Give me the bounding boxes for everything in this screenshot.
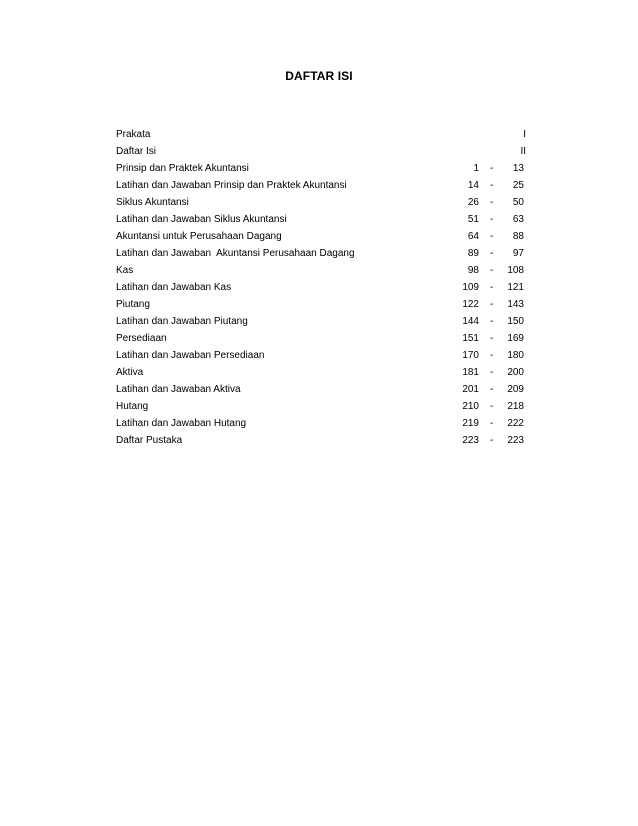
toc-entry-end-page: 97 bbox=[512, 248, 524, 259]
toc-row bbox=[116, 432, 526, 449]
toc-entry-start-page: 64 bbox=[467, 231, 479, 242]
toc-entry-title: Hutang bbox=[116, 401, 149, 412]
toc-entry-range-separator: - bbox=[490, 163, 494, 174]
toc-entry-start-page: 201 bbox=[462, 384, 479, 395]
toc-entry-range-separator: - bbox=[490, 418, 494, 429]
toc-entry-range-separator: - bbox=[490, 265, 494, 276]
toc-row bbox=[116, 330, 526, 347]
toc-entry-end-page: 169 bbox=[507, 333, 524, 344]
toc-entry-range-separator: - bbox=[490, 350, 494, 361]
toc-entry-end-page: 223 bbox=[507, 435, 524, 446]
toc-row bbox=[116, 364, 526, 381]
toc-entry-page: II bbox=[520, 146, 526, 157]
toc-entry-title: Daftar Pustaka bbox=[116, 435, 183, 446]
toc-entry-end-page: 63 bbox=[512, 214, 524, 225]
toc-row bbox=[116, 143, 526, 160]
toc-entry-title: Latihan dan Jawaban Akuntansi Perusahaan Dagang bbox=[116, 248, 355, 259]
table-of-contents bbox=[116, 126, 526, 449]
toc-entry-start-page: 1 bbox=[473, 163, 479, 174]
toc-entry-start-page: 144 bbox=[462, 316, 479, 327]
toc-entry-end-page: 50 bbox=[512, 197, 524, 208]
page-title: DAFTAR ISI bbox=[285, 69, 353, 83]
toc-entry-start-page: 122 bbox=[462, 299, 479, 310]
toc-entry-end-page: 209 bbox=[507, 384, 524, 395]
toc-entry-range-separator: - bbox=[490, 248, 494, 259]
toc-entry-end-page: 150 bbox=[507, 316, 524, 327]
toc-entry-title: Latihan dan Jawaban Prinsip dan Praktek Akuntansi bbox=[116, 180, 347, 191]
toc-row bbox=[116, 211, 526, 228]
toc-entry-end-page: 108 bbox=[507, 265, 524, 276]
toc-entry-start-page: 109 bbox=[462, 282, 479, 293]
toc-entry-start-page: 219 bbox=[462, 418, 479, 429]
toc-row bbox=[116, 177, 526, 194]
toc-entry-range-separator: - bbox=[490, 180, 494, 191]
toc-entry-end-page: 88 bbox=[512, 231, 524, 242]
toc-entry-title: Prinsip dan Praktek Akuntansi bbox=[116, 163, 249, 174]
toc-entry-range-separator: - bbox=[490, 435, 494, 446]
toc-row bbox=[116, 398, 526, 415]
toc-row bbox=[116, 126, 526, 143]
toc-row bbox=[116, 160, 526, 177]
toc-entry-title: Akuntansi untuk Perusahaan Dagang bbox=[116, 231, 282, 242]
toc-entry-range-separator: - bbox=[490, 384, 494, 395]
toc-row bbox=[116, 245, 526, 262]
toc-row bbox=[116, 262, 526, 279]
toc-entry-title: Latihan dan Jawaban Hutang bbox=[116, 418, 247, 429]
toc-entry-range-separator: - bbox=[490, 367, 494, 378]
toc-entry-range-separator: - bbox=[490, 401, 494, 412]
toc-row bbox=[116, 415, 526, 432]
toc-row bbox=[116, 296, 526, 313]
toc-entry-title: Latihan dan Jawaban Aktiva bbox=[116, 384, 241, 395]
toc-entry-title: Prakata bbox=[116, 129, 151, 140]
toc-entry-start-page: 26 bbox=[467, 197, 479, 208]
toc-entry-start-page: 223 bbox=[462, 435, 479, 446]
toc-entry-end-page: 25 bbox=[512, 180, 524, 191]
toc-entry-title: Latihan dan Jawaban Persediaan bbox=[116, 350, 265, 361]
toc-entry-range-separator: - bbox=[490, 333, 494, 344]
toc-entry-range-separator: - bbox=[490, 299, 494, 310]
toc-entry-range-separator: - bbox=[490, 197, 494, 208]
toc-entry-range-separator: - bbox=[490, 282, 494, 293]
toc-entry-end-page: 180 bbox=[507, 350, 524, 361]
toc-entry-start-page: 170 bbox=[462, 350, 479, 361]
toc-row bbox=[116, 381, 526, 398]
toc-entry-end-page: 218 bbox=[507, 401, 524, 412]
toc-entry-title: Persediaan bbox=[116, 333, 167, 344]
toc-row bbox=[116, 228, 526, 245]
toc-entry-end-page: 143 bbox=[507, 299, 524, 310]
toc-row bbox=[116, 194, 526, 211]
toc-entry-title: Aktiva bbox=[116, 367, 144, 378]
toc-entry-end-page: 121 bbox=[507, 282, 524, 293]
toc-entry-end-page: 200 bbox=[507, 367, 524, 378]
toc-entry-range-separator: - bbox=[490, 316, 494, 327]
toc-row bbox=[116, 279, 526, 296]
toc-entry-title: Piutang bbox=[116, 299, 150, 310]
toc-entry-start-page: 98 bbox=[467, 265, 479, 276]
toc-row bbox=[116, 347, 526, 364]
toc-entry-start-page: 14 bbox=[467, 180, 479, 191]
toc-row bbox=[116, 313, 526, 330]
toc-entry-title: Latihan dan Jawaban Piutang bbox=[116, 316, 248, 327]
toc-entry-start-page: 210 bbox=[462, 401, 479, 412]
toc-entry-title: Latihan dan Jawaban Kas bbox=[116, 282, 232, 293]
toc-entry-range-separator: - bbox=[490, 231, 494, 242]
toc-entry-title: Latihan dan Jawaban Siklus Akuntansi bbox=[116, 214, 287, 225]
toc-entry-title: Kas bbox=[116, 265, 134, 276]
toc-entry-start-page: 151 bbox=[462, 333, 479, 344]
toc-entry-page: I bbox=[523, 129, 526, 140]
toc-entry-range-separator: - bbox=[490, 214, 494, 225]
toc-entry-end-page: 222 bbox=[507, 418, 524, 429]
toc-entry-start-page: 51 bbox=[467, 214, 479, 225]
toc-entry-title: Siklus Akuntansi bbox=[116, 197, 189, 208]
toc-entry-start-page: 181 bbox=[462, 367, 479, 378]
toc-entry-end-page: 13 bbox=[512, 163, 524, 174]
toc-entry-start-page: 89 bbox=[467, 248, 479, 259]
toc-entry-title: Daftar Isi bbox=[116, 146, 157, 157]
